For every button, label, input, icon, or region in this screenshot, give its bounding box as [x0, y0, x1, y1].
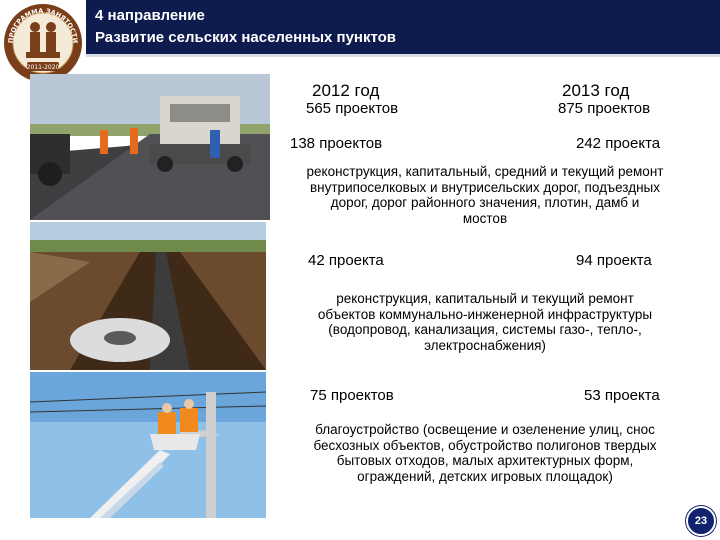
program-logo [2, 2, 84, 84]
page-number-badge: 23 [686, 506, 716, 536]
utilities-description-line: электроснабжения) [424, 337, 546, 353]
utility-trench-photo [30, 222, 266, 370]
landscaping-description-line: благоустройство (освещение и озеленение улиц, снос [315, 422, 655, 437]
utilities-description-line: реконструкция, капитальный и текущий ремонт [336, 291, 634, 306]
logo-arc-text: ПРОГРАММА ЗАНЯТОСТИ [6, 6, 80, 44]
header-title-direction: 4 направление [95, 7, 205, 24]
utilities-description-line: объектов коммунально-инженерной инфраструктуры [317, 306, 653, 322]
road-paving-photo [30, 74, 270, 220]
landscaping-count-2012: 75 проектов [310, 387, 394, 404]
year-2012-heading: 2012 год [312, 81, 380, 100]
total-2013: 875 проектов [558, 100, 651, 117]
landscaping-description-line: бесхозных объектов, обустройство полигонов твердых [313, 437, 657, 453]
header-rule [86, 54, 720, 57]
street-lighting-photo [30, 372, 266, 518]
utilities-description-line: (водопровод, канализация, системы газо-, тепло-, [328, 322, 642, 337]
roads-description-line: мостов [462, 210, 508, 226]
header [0, 0, 720, 58]
program-logo-emblem [2, 2, 84, 84]
header-title-subject: Развитие сельских населенных пунктов [95, 29, 397, 46]
roads-count-2012: 138 проектов [290, 135, 383, 152]
landscaping-description-line: ограждений, детских игровых площадок) [357, 468, 613, 484]
landscaping-count-2013: 53 проекта [584, 387, 660, 404]
utilities-count-2013: 94 проекта [576, 252, 652, 269]
roads-description-line: внутрипоселковых и внутрисельских дорог, подъездных [310, 179, 660, 195]
roads-count-2013: 242 проекта [576, 135, 661, 152]
roads-description-line: реконструкция, капитальный, средний и текущий ремонт [306, 164, 664, 179]
landscaping-description [270, 422, 700, 484]
logo-years: 2011-2020 [26, 64, 60, 71]
total-2012: 565 проектов [306, 100, 399, 117]
utilities-count-2012: 42 проекта [308, 252, 384, 269]
landscaping-description-line: бытовых отходов, малых архитектурных форм, [336, 453, 634, 468]
year-2013-heading: 2013 год [562, 81, 630, 100]
roads-description-line: дорог, дорог районного значения, плотин, дамб и [330, 195, 640, 210]
roads-description [270, 164, 700, 226]
utilities-description [270, 291, 700, 353]
